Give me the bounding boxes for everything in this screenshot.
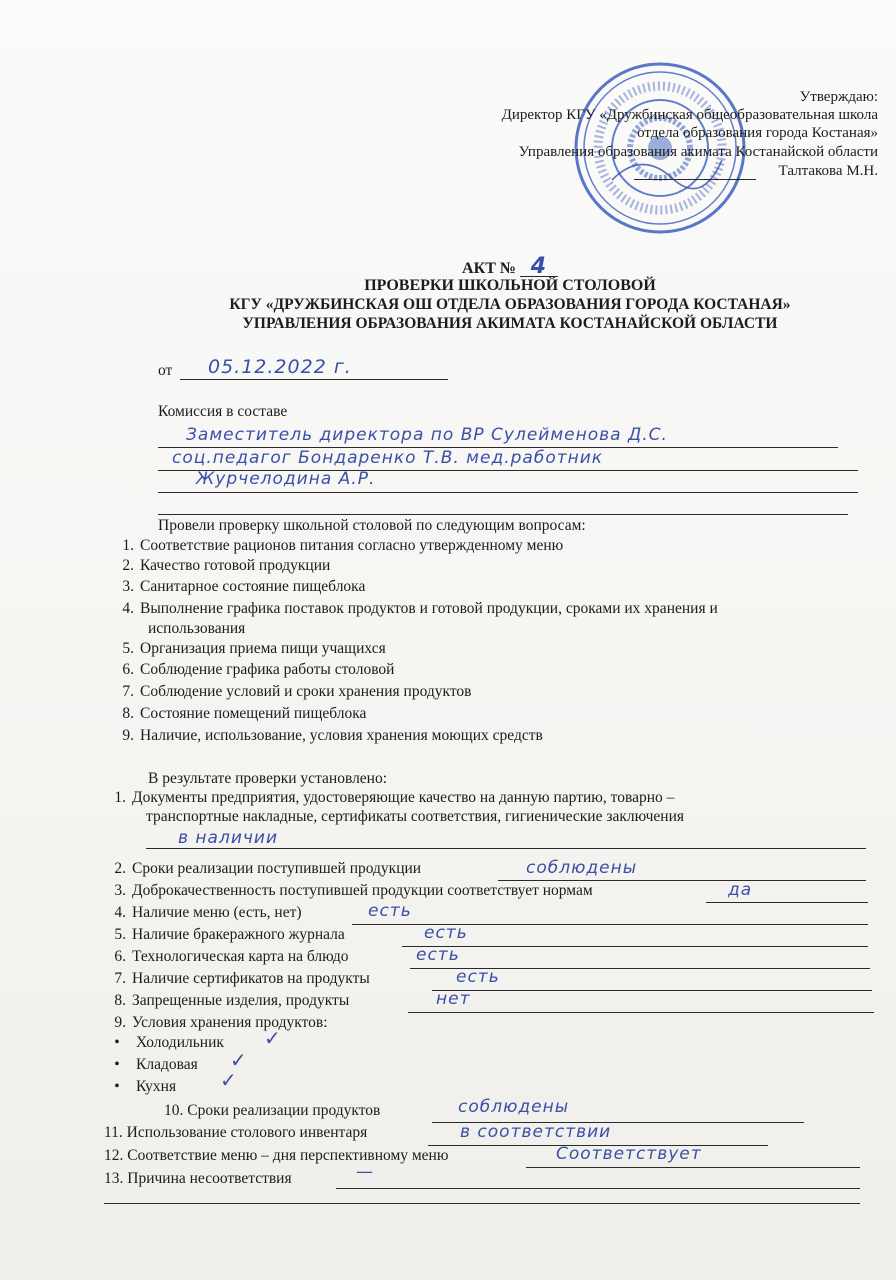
result-13-line-2 xyxy=(104,1203,860,1204)
question-7 xyxy=(108,683,471,701)
result-5-answer: есть xyxy=(424,923,468,943)
result-3-answer: да xyxy=(728,880,753,900)
act-number-label: АКТ № xyxy=(462,260,516,277)
result-text: Запрещенные изделия, продукты xyxy=(132,992,350,1009)
storage-label: Холодильник xyxy=(136,1034,224,1051)
question-2 xyxy=(108,557,330,575)
result-1 xyxy=(100,789,674,807)
question-1 xyxy=(108,537,563,555)
result-5 xyxy=(100,926,345,944)
act-number-value: 4 xyxy=(520,258,558,277)
commission-line-3 xyxy=(158,492,858,493)
question-number: 4. xyxy=(122,600,134,617)
commission-member-3: Журчелодина А.Р. xyxy=(196,469,376,489)
result-12: 12. Соответствие меню – дня перспективному меню xyxy=(104,1147,449,1164)
result-8 xyxy=(100,992,349,1010)
question-text: Наличие, использование, условия хранения моющих средств xyxy=(140,727,543,744)
questions-intro: Провели проверку школьной столовой по следующим вопросам: xyxy=(158,517,586,534)
results-intro: В результате проверки установлено: xyxy=(148,770,388,787)
question-number: 6. xyxy=(122,661,134,678)
question-8 xyxy=(108,705,366,723)
result-text: Наличие сертификатов на продукты xyxy=(132,970,370,987)
result-7 xyxy=(100,970,370,988)
result-6 xyxy=(100,948,349,966)
act-title-1: ПРОВЕРКИ ШКОЛЬНОЙ СТОЛОВОЙ xyxy=(364,277,656,294)
act-title-3: УПРАВЛЕНИЯ ОБРАЗОВАНИЯ АКИМАТА КОСТАНАЙСКОЙ ОБЛАСТИ xyxy=(242,315,778,332)
question-9 xyxy=(108,727,543,745)
question-text: Выполнение графика поставок продуктов и готовой продукции, сроками их хранения и xyxy=(140,600,718,617)
result-text: Наличие бракеражного журнала xyxy=(132,926,345,943)
storage-kitchen xyxy=(108,1078,176,1096)
question-5 xyxy=(108,640,386,658)
result-8-answer: нет xyxy=(436,989,471,1009)
act-title-2: КГУ «ДРУЖБИНСКАЯ ОШ ОТДЕЛА ОБРАЗОВАНИЯ ГОРОДА КОСТАНАЯ» xyxy=(229,296,791,313)
result-1-answer: в наличии xyxy=(178,828,279,848)
result-text: Условия хранения продуктов: xyxy=(132,1014,328,1031)
result-number: 4. xyxy=(114,904,126,921)
signature-line xyxy=(634,179,756,180)
result-text: Доброкачественность поступившей продукции соответствует нормам xyxy=(132,882,593,899)
question-4 xyxy=(108,600,718,618)
date-label: от xyxy=(158,362,173,379)
bullet-icon: • xyxy=(114,1056,120,1073)
result-13: 13. Причина несоответствия xyxy=(104,1170,292,1187)
dept-line: отдела образования города Костаная» xyxy=(637,125,878,141)
result-number: 9. xyxy=(114,1014,126,1031)
result-number: 3. xyxy=(114,882,126,899)
check-icon: ✓ xyxy=(220,1068,237,1092)
question-number: 8. xyxy=(122,705,134,722)
result-6-answer: есть xyxy=(416,945,460,965)
storage-fridge xyxy=(108,1034,224,1052)
result-number: 7. xyxy=(114,970,126,987)
result-number: 8. xyxy=(114,992,126,1009)
bullet-icon: • xyxy=(114,1034,120,1051)
bullet-icon: • xyxy=(114,1078,120,1095)
result-3-line xyxy=(706,902,868,903)
check-icon: ✓ xyxy=(264,1026,281,1050)
check-icon: ✓ xyxy=(230,1048,247,1072)
result-1-line xyxy=(146,848,866,849)
result-9 xyxy=(100,1014,328,1032)
question-number: 5. xyxy=(122,640,134,657)
storage-pantry xyxy=(108,1056,198,1074)
date-value: 05.12.2022 г. xyxy=(208,356,352,378)
question-6 xyxy=(108,661,394,679)
result-7-answer: есть xyxy=(456,967,500,987)
question-text: Организация приема пищи учащихся xyxy=(140,640,386,657)
result-12-answer: Соответствует xyxy=(556,1144,702,1164)
commission-member-2: соц.педагог Бондаренко Т.В. мед.работник xyxy=(172,448,604,468)
question-number: 3. xyxy=(122,578,134,595)
question-text: Качество готовой продукции xyxy=(140,557,331,574)
signature-name: Талтакова М.Н. xyxy=(778,163,878,179)
commission-line-4 xyxy=(158,514,848,515)
question-text: Санитарное состояние пищеблока xyxy=(140,578,366,595)
question-text: Состояние помещений пищеблока xyxy=(140,705,367,722)
question-number: 1. xyxy=(122,537,134,554)
result-10-answer: соблюдены xyxy=(458,1097,570,1117)
result-4 xyxy=(100,904,302,922)
result-number: 5. xyxy=(114,926,126,943)
act-number xyxy=(150,254,870,279)
result-2 xyxy=(100,860,421,878)
question-number: 2. xyxy=(122,557,134,574)
question-number: 9. xyxy=(122,727,134,744)
question-3 xyxy=(108,578,365,596)
result-number: 6. xyxy=(114,948,126,965)
result-10: 10. Сроки реализации продуктов xyxy=(164,1102,381,1119)
result-text: Сроки реализации поступившей продукции xyxy=(132,860,422,877)
result-2-answer: соблюдены xyxy=(526,858,638,878)
date-line xyxy=(180,379,448,380)
question-4-cont: использования xyxy=(148,620,246,637)
question-text: Соблюдение графика работы столовой xyxy=(140,661,395,678)
result-text: Документы предприятия, удостоверяющие качество на данную партию, товарно – xyxy=(132,789,675,806)
question-text: Соответствие рационов питания согласно утвержденному меню xyxy=(140,537,564,554)
director-line: Директор КГУ «Дружбинская общеобразовательная школа xyxy=(501,107,878,123)
question-text: Соблюдение условий и сроки хранения продуктов xyxy=(140,683,472,700)
storage-label: Кухня xyxy=(136,1078,177,1095)
result-number: 2. xyxy=(114,860,126,877)
result-number: 1. xyxy=(114,789,126,806)
result-11: 11. Использование столового инвентаря xyxy=(104,1124,368,1141)
result-11-answer: в соответствии xyxy=(460,1122,612,1142)
result-13-line xyxy=(336,1188,860,1189)
approve-label: Утверждаю: xyxy=(799,89,878,105)
result-13-answer: — xyxy=(356,1162,374,1182)
result-12-line xyxy=(526,1167,860,1168)
result-4-answer: есть xyxy=(368,901,412,921)
result-2-line xyxy=(498,880,866,881)
result-text: Технологическая карта на блюдо xyxy=(132,948,349,965)
result-8-line xyxy=(408,1012,874,1013)
result-3 xyxy=(100,882,593,900)
result-1-cont: транспортные накладные, сертификаты соответствия, гигиенические заключения xyxy=(146,808,684,825)
result-text: Наличие меню (есть, нет) xyxy=(132,904,302,921)
result-5-line xyxy=(402,946,868,947)
commission-label: Комиссия в составе xyxy=(158,403,288,420)
result-7-line xyxy=(432,990,872,991)
mgmt-line: Управления образования акимата Костанайской области xyxy=(518,144,878,160)
commission-member-1: Заместитель директора по ВР Сулейменова Д.С. xyxy=(186,425,668,445)
storage-label: Кладовая xyxy=(136,1056,198,1073)
question-number: 7. xyxy=(122,683,134,700)
